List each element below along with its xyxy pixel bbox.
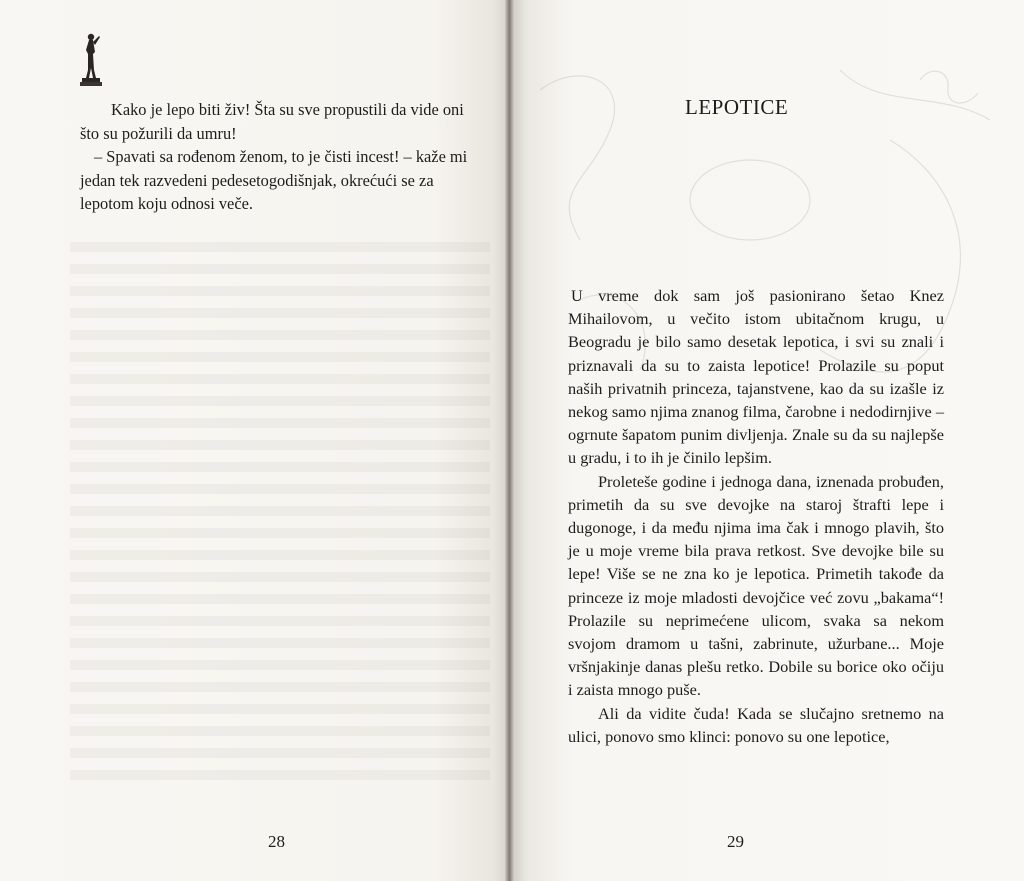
left-page-body	[80, 98, 485, 216]
statue-figure-icon	[78, 30, 104, 88]
paragraph: Proleteše godine i jednoga dana, iznenada probuđen, primetih da su sve devojke na staroj štrafti lepe i dugonoge, i da među njima ima čak i mnogo plavih, što je u moje vreme bila prava retkost. Sve devojke bile su lepe! Više se ne zna ko je lepotica. Primetih takođe da princeze iz moje mladosti devojčice već zovu „bakama“! Prolazile su neprimećene ulicom, svaka sa nekom svojom dramom u tašni, zabrinute, užurbane... Moje vršnjakinje danas plešu retko. Dobile su borice oko očiju i zaista mnogo puše.	[568, 471, 944, 700]
paragraph: Kako je lepo biti živ! Šta su sve propustili da vide oni što su požurili da umru!	[80, 100, 464, 143]
chapter-title: LEPOTICE	[685, 95, 789, 119]
left-page	[0, 0, 509, 881]
paragraph: Ali da vidite čuda! Kada se slučajno sretnemo na ulici, ponovo smo klinci: ponovo su one lepotice,	[568, 703, 944, 746]
paragraph: U vreme dok sam još pasionirano šetao Knez Mihailovom, u večito istom ubitačnom krugu, u Beogradu je bilo samo desetak lepotica, i svi su znali i priznavali da su to zaista lepotice! Prolazile su poput naših privatnih princeza, tajanstvene, kao da su izašle iz nekog samo njima znanog filma, čarobne i nedodirnjive – ogrnute šapatom punim divljenja. Znale su da su najlepše u gradu, i to ih je činilo lepšim.	[568, 286, 944, 468]
book-gutter	[505, 0, 515, 881]
paragraph: – Spavati sa rođenom ženom, to je čisti incest! – kaže mi jedan tek razvedeni pedesetogodišnjak, okrećući se za lepotom koju odnosi veče.	[80, 147, 468, 213]
show-through-text	[70, 230, 490, 790]
right-page-body	[568, 284, 944, 748]
page-number-right: 29	[727, 832, 744, 851]
page-number-left: 28	[268, 832, 285, 851]
